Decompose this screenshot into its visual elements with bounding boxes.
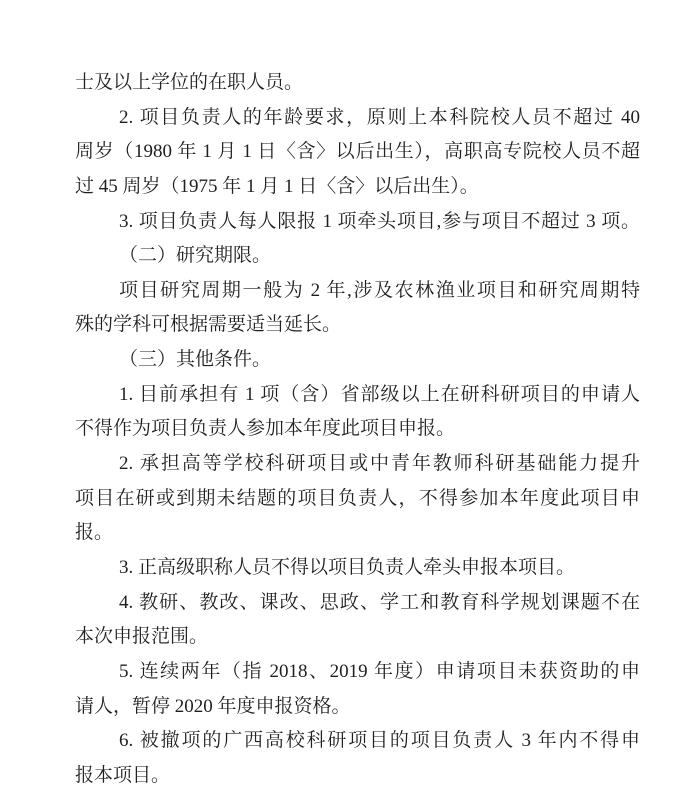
text-line: 2. 承担高等学校科研项目或中青年教师科研基础能力提升 (119, 453, 640, 475)
text-line: 6. 被撤项的广西高校科研项目的项目负责人 3 年内不得申 (119, 730, 640, 752)
text-line: 过 45 周岁（1975 年 1 月 1 日〈含〉以后出生）。 (75, 175, 479, 197)
text-line: 2. 项目负责人的年龄要求，原则上本科院校人员不超过 40 (119, 106, 640, 128)
text-line: 5. 连续两年（指 2018、2019 年度）申请项目未获资助的申 (119, 660, 640, 682)
text-line: 项目研究周期一般为 2 年,涉及农林渔业项目和研究周期特 (119, 279, 640, 301)
text-line: 项目在研或到期未结题的项目负责人，不得参加本年度此项目申 (75, 487, 640, 509)
text-line: 士及以上学位的在职人员。 (75, 72, 304, 93)
text-line: 3. 项目负责人每人限报 1 项牵头项目,参与项目不超过 3 项。 (119, 210, 640, 232)
text-line: 3. 正高级职称人员不得以项目负责人牵头申报本项目。 (119, 556, 576, 578)
text-line: 请人，暂停 2020 年度申报资格。 (75, 695, 351, 717)
text-line: 本次申报范围。 (75, 626, 209, 648)
text-line: 报本项目。 (75, 764, 171, 786)
text-line: 周岁（1980 年 1 月 1 日〈含〉以后出生），高职高专院校人员不超 (75, 141, 640, 163)
text-line: 殊的学科可根据需要适当延长。 (75, 314, 342, 336)
text-line: 1. 目前承担有 1 项（含）省部级以上在研科研项目的申请人 (119, 383, 640, 405)
text-line: 报。 (75, 522, 114, 544)
text-line: 4. 教研、教改、课改、思政、学工和教育科学规划课题不在 (119, 591, 640, 613)
section-heading-line: （三）其他条件。 (119, 349, 272, 371)
section-heading-line: （二）研究期限。 (119, 245, 272, 267)
text-line: 不得作为项目负责人参加本年度此项目申报。 (75, 418, 456, 440)
